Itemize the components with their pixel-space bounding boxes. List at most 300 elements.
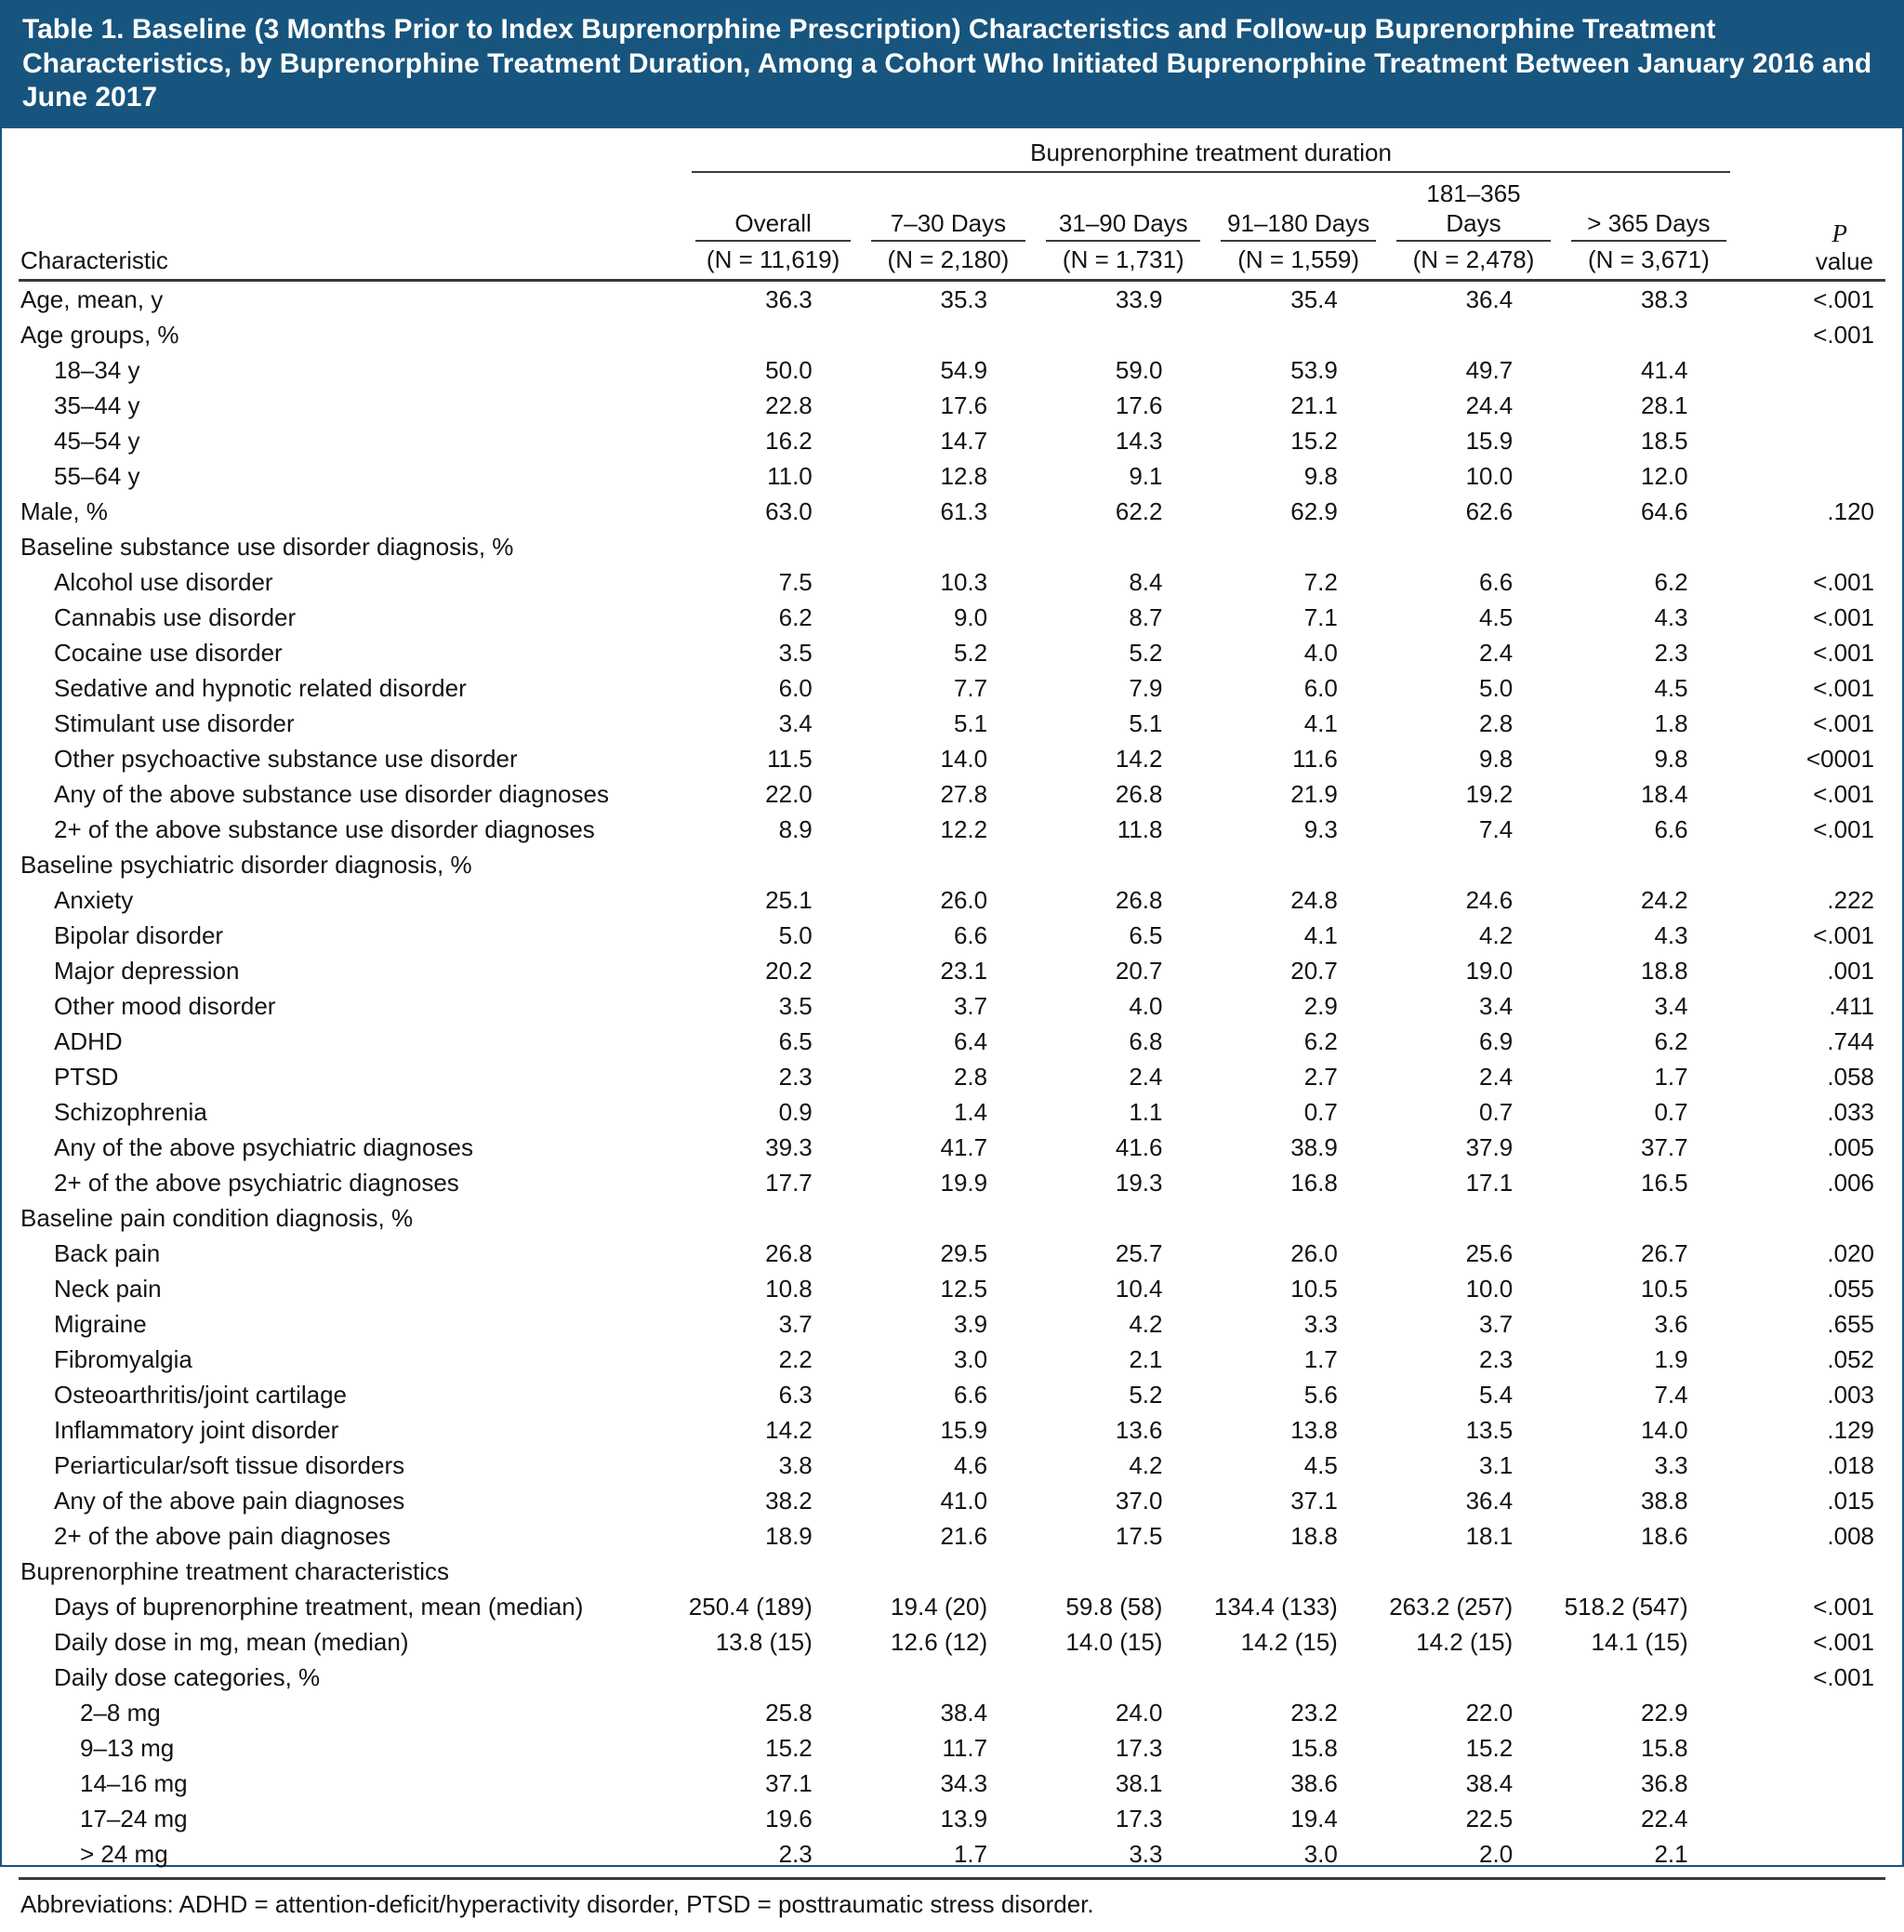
value-cell: 3.5: [778, 991, 813, 1020]
value-cell: [1036, 1554, 1210, 1589]
value-cell: 24.2: [1641, 885, 1688, 914]
table-row: [19, 1377, 1885, 1412]
value-cell: 24.4: [1465, 390, 1514, 419]
row-label-cell: Any of the above pain diagnoses: [54, 1486, 405, 1515]
value-cell: 17.3: [1115, 1733, 1163, 1762]
value-cell: [1386, 317, 1561, 352]
value-cell: 18.8: [1641, 956, 1688, 985]
p-value-cell: [1737, 847, 1885, 882]
value-cell: 18.9: [765, 1521, 813, 1550]
value-cell: 8.4: [1129, 567, 1163, 596]
value-cell: 2.9: [1303, 991, 1338, 1020]
table-row: [19, 1660, 1885, 1695]
value-cell: 37.1: [1290, 1486, 1338, 1515]
row-label-cell: Any of the above substance use disorder diagnoses: [54, 779, 609, 808]
value-cell: 6.0: [778, 673, 813, 702]
table-row: [19, 1766, 1885, 1801]
row-label-cell: 18–34 y: [54, 355, 140, 384]
p-value-cell: .006: [1827, 1168, 1874, 1197]
value-cell: [861, 529, 1036, 564]
value-cell: 3.3: [1654, 1450, 1688, 1479]
value-cell: 3.7: [778, 1309, 813, 1338]
table-row: [19, 1836, 1885, 1872]
row-label-cell: 55–64 y: [54, 461, 140, 490]
value-cell: 24.6: [1465, 885, 1514, 914]
value-cell: 8.9: [778, 814, 813, 843]
column-n-181-365: (N = 2,478): [1412, 245, 1535, 273]
row-label-cell: Days of buprenorphine treatment, mean (median): [54, 1592, 584, 1621]
table-row: [19, 1271, 1885, 1306]
value-cell: 26.0: [1290, 1238, 1338, 1267]
value-cell: 38.3: [1641, 285, 1688, 313]
value-cell: 22.0: [765, 779, 813, 808]
value-cell: 21.9: [1290, 779, 1338, 808]
value-cell: 15.8: [1290, 1733, 1338, 1762]
section-label-cell: Buprenorphine treatment characteristics: [20, 1556, 450, 1585]
value-cell: [861, 847, 1036, 882]
value-cell: 7.9: [1129, 673, 1163, 702]
value-cell: 6.0: [1303, 673, 1338, 702]
value-cell: 5.1: [953, 708, 988, 737]
value-cell: 17.5: [1115, 1521, 1163, 1550]
table-row: [19, 670, 1885, 706]
value-cell: 38.8: [1641, 1486, 1688, 1515]
value-cell: 22.9: [1641, 1698, 1688, 1727]
value-cell: 25.6: [1465, 1238, 1514, 1267]
value-cell: 26.8: [1115, 885, 1163, 914]
p-value-cell: [1737, 423, 1885, 458]
section-label-cell: Baseline substance use disorder diagnosis, %: [20, 532, 514, 561]
p-value-cell: <.001: [1813, 567, 1874, 596]
value-cell: 21.6: [940, 1521, 988, 1550]
value-cell: 15.2: [1465, 1733, 1514, 1762]
value-cell: 14.2 (15): [1416, 1627, 1514, 1656]
value-cell: 19.0: [1465, 956, 1514, 985]
p-value-cell: <0001: [1805, 744, 1874, 773]
table-row: [19, 882, 1885, 918]
section-header-row: [19, 1554, 1885, 1589]
value-cell: 7.1: [1303, 602, 1338, 631]
table-row: [19, 953, 1885, 988]
value-cell: [685, 847, 860, 882]
row-label-cell: Sedative and hypnotic related disorder: [54, 673, 467, 702]
value-cell: 6.8: [1129, 1026, 1163, 1055]
column-header-91-180: 91–180 Days: [1210, 174, 1385, 243]
value-cell: 10.0: [1465, 461, 1514, 490]
value-cell: 7.4: [1479, 814, 1514, 843]
value-cell: 41.0: [940, 1486, 988, 1515]
table-row: [19, 458, 1885, 494]
table-row: [19, 1094, 1885, 1130]
p-value-cell: <.001: [1813, 1592, 1874, 1621]
value-cell: 3.4: [1479, 991, 1514, 1020]
value-cell: [1210, 847, 1385, 882]
value-cell: [1386, 529, 1561, 564]
value-cell: 10.8: [765, 1274, 813, 1303]
characteristics-table: [19, 130, 1885, 1872]
value-cell: 3.5: [778, 638, 813, 667]
value-cell: 7.7: [953, 673, 988, 702]
value-cell: 11.6: [1292, 744, 1338, 773]
value-cell: 25.7: [1115, 1238, 1163, 1267]
value-cell: 2.4: [1479, 638, 1514, 667]
row-label-cell: Schizophrenia: [54, 1097, 207, 1126]
p-value-cell: .008: [1827, 1521, 1874, 1550]
value-cell: [861, 317, 1036, 352]
table-row: [19, 1624, 1885, 1660]
row-label-cell: Fibromyalgia: [54, 1344, 192, 1373]
spanner-row: [19, 130, 1885, 174]
value-cell: [685, 1660, 860, 1695]
value-cell: 17.3: [1115, 1804, 1163, 1833]
value-cell: 13.6: [1115, 1415, 1163, 1444]
value-cell: 33.9: [1115, 285, 1163, 313]
value-cell: 5.2: [953, 638, 988, 667]
row-label-cell: 2–8 mg: [80, 1698, 161, 1727]
value-cell: 4.2: [1479, 920, 1514, 949]
value-cell: 9.8: [1479, 744, 1514, 773]
p-value-cell: <.001: [1813, 285, 1874, 313]
row-label-cell: Daily dose in mg, mean (median): [54, 1627, 409, 1656]
value-cell: 28.1: [1641, 390, 1688, 419]
value-cell: 6.6: [1479, 567, 1514, 596]
value-cell: 20.7: [1290, 956, 1338, 985]
value-cell: 7.5: [778, 567, 813, 596]
value-cell: 59.0: [1115, 355, 1163, 384]
value-cell: 4.5: [1479, 602, 1514, 631]
value-cell: [1210, 1554, 1385, 1589]
value-cell: 39.3: [765, 1132, 813, 1161]
value-cell: 1.7: [1303, 1344, 1338, 1373]
value-cell: 26.8: [1115, 779, 1163, 808]
value-cell: 6.2: [778, 602, 813, 631]
p-value-cell: [1737, 352, 1885, 388]
table-row: [19, 600, 1885, 635]
column-n-7-30: (N = 2,180): [887, 245, 1010, 273]
table-row: [19, 1236, 1885, 1271]
section-label-cell: Baseline psychiatric disorder diagnosis, %: [20, 850, 472, 879]
p-value-cell: .655: [1827, 1309, 1874, 1338]
value-cell: 14.0: [1641, 1415, 1688, 1444]
value-cell: [685, 529, 860, 564]
table-row: [19, 564, 1885, 600]
value-cell: 14.3: [1115, 426, 1163, 455]
table-row: [19, 918, 1885, 953]
p-value-cell: [1737, 529, 1885, 564]
row-label-cell: 9–13 mg: [80, 1733, 175, 1762]
value-cell: 37.7: [1641, 1132, 1688, 1161]
value-cell: 12.5: [940, 1274, 988, 1303]
value-cell: 12.0: [1641, 461, 1688, 490]
value-cell: 12.2: [940, 814, 988, 843]
value-cell: [1036, 1200, 1210, 1236]
value-cell: [1210, 1200, 1385, 1236]
value-cell: 36.4: [1465, 285, 1514, 313]
value-cell: 36.4: [1465, 1486, 1514, 1515]
p-value-cell: .020: [1827, 1238, 1874, 1267]
section-header-row: [19, 529, 1885, 564]
p-value-cell: .222: [1827, 885, 1874, 914]
value-cell: [861, 1660, 1036, 1695]
value-cell: 10.5: [1290, 1274, 1338, 1303]
value-cell: 5.0: [778, 920, 813, 949]
value-cell: 38.9: [1290, 1132, 1338, 1161]
value-cell: [1561, 529, 1736, 564]
value-cell: 3.3: [1129, 1839, 1163, 1868]
value-cell: 18.1: [1465, 1521, 1514, 1550]
value-cell: [1561, 847, 1736, 882]
column-header-gt365: > 365 Days: [1561, 174, 1736, 243]
table-body: [19, 280, 1885, 1872]
value-cell: 50.0: [765, 355, 813, 384]
column-n-overall: (N = 11,619): [706, 245, 840, 273]
value-cell: 3.0: [1303, 1839, 1338, 1868]
value-cell: 3.4: [1654, 991, 1688, 1020]
value-cell: [1036, 529, 1210, 564]
value-cell: 38.4: [1465, 1768, 1514, 1797]
value-cell: 18.4: [1641, 779, 1688, 808]
table-row: [19, 1165, 1885, 1200]
table-row: [19, 1448, 1885, 1483]
table-container: [2, 128, 1902, 1872]
value-cell: 1.4: [953, 1097, 988, 1126]
value-cell: 24.8: [1290, 885, 1338, 914]
row-label-cell: Other psychoactive substance use disorder: [54, 744, 518, 773]
p-value-cell: <.001: [1813, 1662, 1874, 1691]
value-cell: 12.8: [940, 461, 988, 490]
value-cell: 63.0: [765, 496, 813, 525]
value-cell: [1210, 1660, 1385, 1695]
table-row: [19, 352, 1885, 388]
value-cell: 10.0: [1465, 1274, 1514, 1303]
value-cell: 9.8: [1654, 744, 1688, 773]
row-label-cell: 2+ of the above pain diagnoses: [54, 1521, 391, 1550]
row-label-cell: Stimulant use disorder: [54, 708, 295, 737]
value-cell: 13.5: [1465, 1415, 1514, 1444]
value-cell: 17.7: [765, 1168, 813, 1197]
p-value-cell: .744: [1827, 1026, 1874, 1055]
value-cell: 14.1 (15): [1591, 1627, 1688, 1656]
p-value-cell: <.001: [1813, 779, 1874, 808]
table-row: [19, 706, 1885, 741]
table-header: [19, 130, 1885, 281]
p-value-cell: .015: [1827, 1486, 1874, 1515]
value-cell: 62.2: [1115, 496, 1163, 525]
section-header-row: [19, 1200, 1885, 1236]
abbreviations-footnote: Abbreviations: ADHD = attention-deficit/hyperactivity disorder, PTSD = posttraumatic stress disorder.: [19, 1877, 1885, 1932]
column-header-overall: Overall: [685, 174, 860, 243]
value-cell: 35.3: [940, 285, 988, 313]
value-cell: 0.7: [1479, 1097, 1514, 1126]
value-cell: 6.6: [1654, 814, 1688, 843]
value-cell: 3.4: [778, 708, 813, 737]
row-label-cell: 35–44 y: [54, 390, 140, 419]
row-label-cell: Inflammatory joint disorder: [54, 1415, 339, 1444]
value-cell: 1.1: [1129, 1097, 1163, 1126]
value-cell: 2.3: [1654, 638, 1688, 667]
value-cell: 10.3: [940, 567, 988, 596]
value-cell: 1.7: [953, 1839, 988, 1868]
value-cell: 3.7: [1479, 1309, 1514, 1338]
row-label-cell: 2+ of the above substance use disorder diagnoses: [54, 814, 595, 843]
value-cell: 2.4: [1129, 1062, 1163, 1091]
row-label-cell: Bipolar disorder: [54, 920, 224, 949]
table-row: [19, 1589, 1885, 1624]
row-label-cell: Age groups, %: [20, 320, 179, 349]
value-cell: [861, 1200, 1036, 1236]
value-cell: 3.6: [1654, 1309, 1688, 1338]
value-cell: 5.1: [1129, 708, 1163, 737]
value-cell: 2.2: [778, 1344, 813, 1373]
value-cell: 518.2 (547): [1564, 1592, 1688, 1621]
value-cell: [685, 1554, 860, 1589]
column-header-7-30: 7–30 Days: [861, 174, 1036, 243]
value-cell: 4.2: [1129, 1309, 1163, 1338]
value-cell: 4.3: [1654, 602, 1688, 631]
value-cell: 6.5: [1129, 920, 1163, 949]
column-n-31-90: (N = 1,731): [1062, 245, 1184, 273]
table-row: [19, 1130, 1885, 1165]
p-value-cell: .003: [1827, 1380, 1874, 1409]
value-cell: 41.7: [940, 1132, 988, 1161]
value-cell: 263.2 (257): [1389, 1592, 1514, 1621]
value-cell: 38.2: [765, 1486, 813, 1515]
spanner-spacer-right: [1737, 130, 1885, 174]
p-header-word: value: [1815, 246, 1873, 275]
value-cell: 38.6: [1290, 1768, 1338, 1797]
value-cell: 14.2 (15): [1240, 1627, 1338, 1656]
value-cell: 2.4: [1479, 1062, 1514, 1091]
table-row: [19, 1518, 1885, 1554]
characteristic-header: Characteristic: [20, 245, 168, 274]
p-value-cell: .120: [1827, 496, 1874, 525]
table-row: [19, 388, 1885, 423]
table-row: [19, 635, 1885, 670]
row-label-cell: Male, %: [20, 496, 108, 525]
table-row: [19, 1801, 1885, 1836]
value-cell: 5.0: [1479, 673, 1514, 702]
row-label-cell: Back pain: [54, 1238, 161, 1267]
value-cell: [1561, 317, 1736, 352]
value-cell: 25.8: [765, 1698, 813, 1727]
value-cell: 6.4: [953, 1026, 988, 1055]
value-cell: 2.1: [1654, 1839, 1688, 1868]
row-label-cell: 45–54 y: [54, 426, 140, 455]
value-cell: [1386, 847, 1561, 882]
p-value-cell: [1737, 388, 1885, 423]
p-value-cell: [1737, 1200, 1885, 1236]
p-value-cell: .005: [1827, 1132, 1874, 1161]
value-cell: 10.4: [1115, 1274, 1163, 1303]
row-label-cell: Alcohol use disorder: [54, 567, 273, 596]
spanner-spacer-left: [19, 130, 685, 174]
value-cell: 23.1: [940, 956, 988, 985]
p-value-cell: .058: [1827, 1062, 1874, 1091]
row-label-cell: Any of the above psychiatric diagnoses: [54, 1132, 473, 1161]
value-cell: 59.8 (58): [1065, 1592, 1163, 1621]
value-cell: 26.8: [765, 1238, 813, 1267]
value-cell: 24.0: [1115, 1698, 1163, 1727]
value-cell: 2.1: [1129, 1344, 1163, 1373]
value-cell: 17.6: [1115, 390, 1163, 419]
value-cell: 16.5: [1641, 1168, 1688, 1197]
value-cell: 6.6: [953, 920, 988, 949]
p-value-cell: .055: [1827, 1274, 1874, 1303]
p-value-cell: [1737, 458, 1885, 494]
p-value-cell: [1737, 1554, 1885, 1589]
table-row: [19, 317, 1885, 352]
value-cell: [1561, 1554, 1736, 1589]
p-value-cell: [1737, 1766, 1885, 1801]
value-cell: 61.3: [940, 496, 988, 525]
value-cell: 37.1: [765, 1768, 813, 1797]
value-cell: [1210, 529, 1385, 564]
value-cell: 14.2: [1115, 744, 1163, 773]
value-cell: 3.0: [953, 1344, 988, 1373]
value-cell: [685, 317, 860, 352]
value-cell: 5.2: [1129, 638, 1163, 667]
value-cell: 6.2: [1654, 1026, 1688, 1055]
value-cell: 17.1: [1465, 1168, 1514, 1197]
p-value-cell: <.001: [1813, 920, 1874, 949]
p-value-cell: <.001: [1813, 1627, 1874, 1656]
value-cell: 18.6: [1641, 1521, 1688, 1550]
value-cell: [1210, 317, 1385, 352]
value-cell: 53.9: [1290, 355, 1338, 384]
value-cell: 4.1: [1303, 920, 1338, 949]
value-cell: 4.0: [1303, 638, 1338, 667]
value-cell: 5.6: [1303, 1380, 1338, 1409]
row-label-cell: 2+ of the above psychiatric diagnoses: [54, 1168, 459, 1197]
value-cell: 11.7: [942, 1733, 988, 1762]
row-label-cell: Major depression: [54, 956, 240, 985]
value-cell: 16.8: [1290, 1168, 1338, 1197]
p-value-cell: [1737, 1801, 1885, 1836]
table-row: [19, 812, 1885, 847]
value-cell: 19.4: [1290, 1804, 1338, 1833]
p-value-cell: <.001: [1813, 602, 1874, 631]
value-cell: 34.3: [940, 1768, 988, 1797]
value-cell: [1036, 847, 1210, 882]
value-cell: 1.8: [1654, 708, 1688, 737]
value-cell: 3.9: [953, 1309, 988, 1338]
value-cell: 14.0: [940, 744, 988, 773]
value-cell: 13.8 (15): [715, 1627, 813, 1656]
value-cell: [685, 1200, 860, 1236]
value-cell: 6.9: [1479, 1026, 1514, 1055]
p-value-cell: .411: [1829, 991, 1874, 1020]
value-cell: 19.3: [1115, 1168, 1163, 1197]
value-cell: 2.8: [953, 1062, 988, 1091]
column-n-91-180: (N = 1,559): [1237, 245, 1360, 273]
p-value-cell: [1737, 1695, 1885, 1730]
table-row: [19, 1306, 1885, 1342]
value-cell: 4.0: [1129, 991, 1163, 1020]
value-cell: 25.1: [765, 885, 813, 914]
section-header-row: [19, 847, 1885, 882]
row-label-cell: Daily dose categories, %: [54, 1662, 321, 1691]
value-cell: 16.2: [765, 426, 813, 455]
value-cell: 2.3: [778, 1839, 813, 1868]
value-cell: 38.4: [940, 1698, 988, 1727]
value-cell: 5.4: [1479, 1380, 1514, 1409]
value-cell: 23.2: [1290, 1698, 1338, 1727]
value-cell: 4.1: [1303, 708, 1338, 737]
row-label-cell: Periarticular/soft tissue disorders: [54, 1450, 405, 1479]
row-label-cell: Migraine: [54, 1309, 147, 1338]
value-cell: 26.7: [1641, 1238, 1688, 1267]
spanner-cell: [685, 130, 1736, 174]
